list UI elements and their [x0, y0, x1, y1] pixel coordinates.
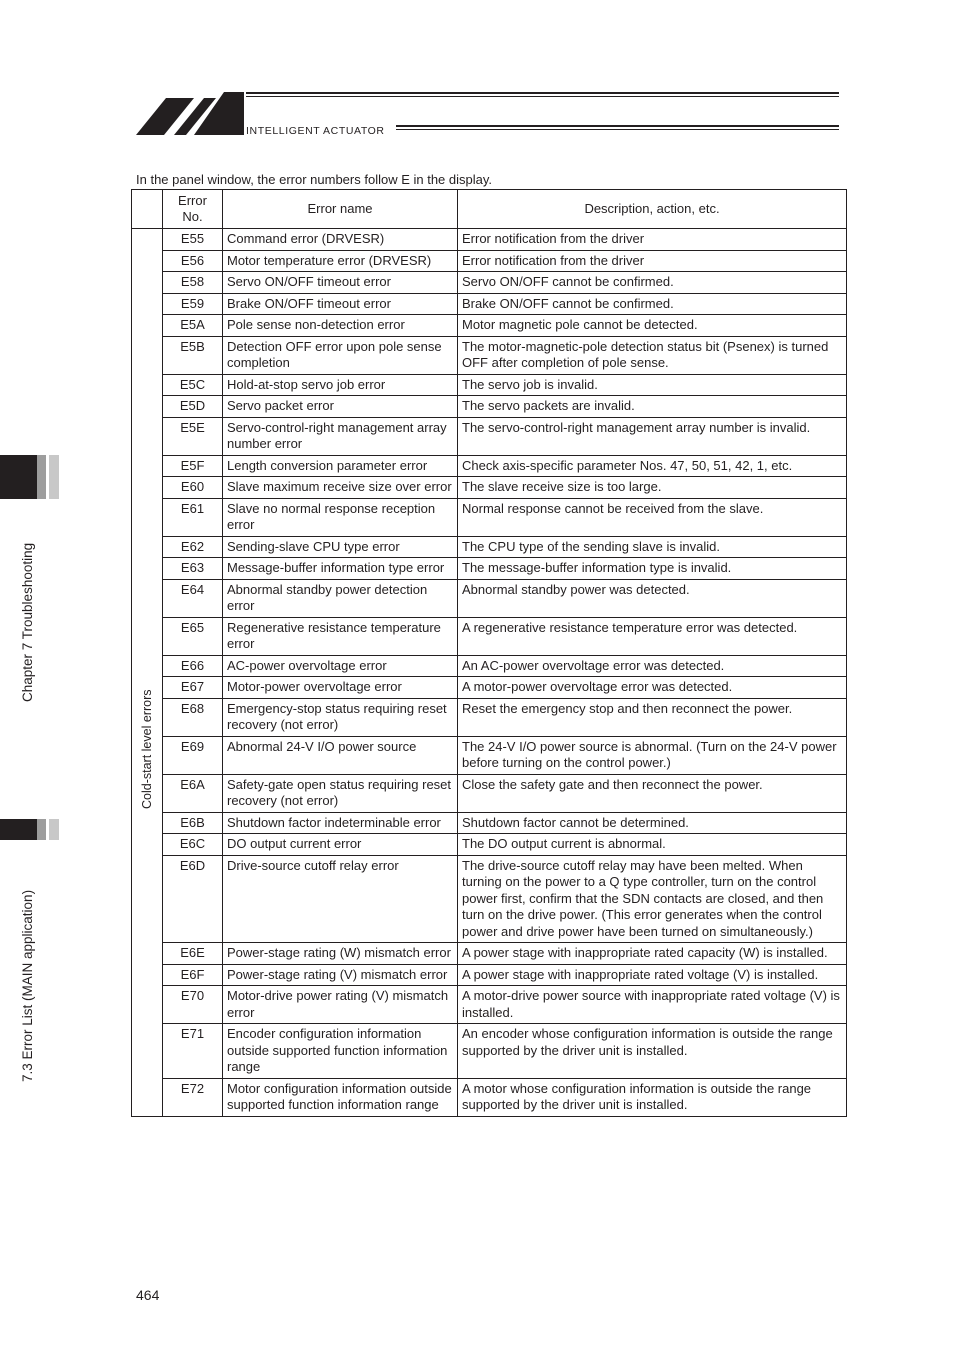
error-code: E72 [163, 1078, 223, 1116]
error-code: E5A [163, 315, 223, 337]
table-row [132, 1078, 847, 1116]
table-row [132, 834, 847, 856]
error-name: Motor-power overvoltage error [223, 677, 458, 699]
table-row [132, 455, 847, 477]
table-row [132, 943, 847, 965]
error-code: E64 [163, 579, 223, 617]
error-code: E5E [163, 417, 223, 455]
error-name: Motor temperature error (DRVESR) [223, 250, 458, 272]
error-description: An encoder whose configuration information is outside the range supported by the driver unit is installed. [458, 1024, 847, 1079]
error-code: E65 [163, 617, 223, 655]
error-name: Sending-slave CPU type error [223, 536, 458, 558]
error-code: E68 [163, 698, 223, 736]
section-tab-marker [0, 819, 37, 840]
table-row [132, 677, 847, 699]
error-description: A motor-drive power source with inappropriate rated voltage (V) is installed. [458, 986, 847, 1024]
error-code: E62 [163, 536, 223, 558]
table-row [132, 736, 847, 774]
header-rule-bottom-thin [396, 129, 839, 130]
error-description: Reset the emergency stop and then reconnect the power. [458, 698, 847, 736]
intro-text: In the panel window, the error numbers follow E in the display. [136, 172, 493, 187]
chapter-tab-grey-2 [49, 455, 59, 499]
table-row [132, 536, 847, 558]
error-code: E60 [163, 477, 223, 499]
error-description: The DO output current is abnormal. [458, 834, 847, 856]
table-row [132, 558, 847, 580]
error-description: A power stage with inappropriate rated capacity (W) is installed. [458, 943, 847, 965]
error-name: Safety-gate open status requiring reset recovery (not error) [223, 774, 458, 812]
error-name: Detection OFF error upon pole sense completion [223, 336, 458, 374]
section-tab-grey-1 [37, 819, 46, 840]
error-name: Hold-at-stop servo job error [223, 374, 458, 396]
error-description: Shutdown factor cannot be determined. [458, 812, 847, 834]
table-row [132, 964, 847, 986]
error-code: E6A [163, 774, 223, 812]
error-code: E56 [163, 250, 223, 272]
table-row [132, 272, 847, 294]
error-description: Check axis-specific parameter Nos. 47, 50, 51, 42, 1, etc. [458, 455, 847, 477]
error-name: DO output current error [223, 834, 458, 856]
error-code: E66 [163, 655, 223, 677]
error-name: Brake ON/OFF timeout error [223, 293, 458, 315]
table-row [132, 250, 847, 272]
table-row [132, 477, 847, 499]
error-description: The drive-source cutoff relay may have been melted. When turning on the power to a Q type controller, turn on the control power first, confirm that the SDN contacts are closed, and then turn on the drive power. (This error generates when the control power and drive power have been turned on simultaneously.) [458, 855, 847, 943]
error-description: A motor whose configuration information is outside the range supported by the driver unit is installed. [458, 1078, 847, 1116]
header-rule-top-thin [246, 96, 839, 97]
error-description: The slave receive size is too large. [458, 477, 847, 499]
error-code: E6F [163, 964, 223, 986]
error-code: E70 [163, 986, 223, 1024]
error-code: E5F [163, 455, 223, 477]
error-code: E71 [163, 1024, 223, 1079]
error-code: E5B [163, 336, 223, 374]
error-name: Command error (DRVESR) [223, 229, 458, 251]
error-code: E58 [163, 272, 223, 294]
error-description: The servo-control-right management array number is invalid. [458, 417, 847, 455]
header-description: Description, action, etc. [458, 190, 847, 229]
error-code: E67 [163, 677, 223, 699]
error-description: A power stage with inappropriate rated voltage (V) is installed. [458, 964, 847, 986]
error-name: Slave no normal response reception error [223, 498, 458, 536]
section-tab-grey-2 [49, 819, 59, 840]
table-row [132, 374, 847, 396]
table-row [132, 336, 847, 374]
chapter-tab-grey-1 [37, 455, 46, 499]
error-name: Abnormal 24-V I/O power source [223, 736, 458, 774]
error-name: Slave maximum receive size over error [223, 477, 458, 499]
header-rule-bottom [396, 125, 839, 127]
table-row [132, 498, 847, 536]
table-row [132, 1024, 847, 1079]
error-name: Pole sense non-detection error [223, 315, 458, 337]
error-code: E61 [163, 498, 223, 536]
error-description: Abnormal standby power was detected. [458, 579, 847, 617]
error-name: Motor-drive power rating (V) mismatch error [223, 986, 458, 1024]
group-cell [132, 229, 163, 1117]
error-description: The message-buffer information type is invalid. [458, 558, 847, 580]
table-row [132, 315, 847, 337]
error-code: E59 [163, 293, 223, 315]
error-name: Servo packet error [223, 396, 458, 418]
error-name: Regenerative resistance temperature error [223, 617, 458, 655]
error-name: Emergency-stop status requiring reset recovery (not error) [223, 698, 458, 736]
chapter-tab-label: Chapter 7 Troubleshooting [20, 542, 35, 702]
table-row [132, 774, 847, 812]
error-description: A motor-power overvoltage error was detected. [458, 677, 847, 699]
table-row [132, 698, 847, 736]
error-description: Servo ON/OFF cannot be confirmed. [458, 272, 847, 294]
page-number: 464 [136, 1287, 160, 1303]
table-row [132, 396, 847, 418]
error-code: E6E [163, 943, 223, 965]
error-code: E55 [163, 229, 223, 251]
error-code: E6D [163, 855, 223, 943]
header-rule-top [246, 92, 839, 94]
chapter-tab-marker [0, 455, 37, 499]
group-label: Cold-start level errors [140, 689, 154, 809]
error-name: Abnormal standby power detection error [223, 579, 458, 617]
error-description: The servo job is invalid. [458, 374, 847, 396]
table-row [132, 617, 847, 655]
table-row [132, 229, 847, 251]
table-row [132, 855, 847, 943]
error-name: Encoder configuration information outside supported function information range [223, 1024, 458, 1079]
error-description: The servo packets are invalid. [458, 396, 847, 418]
table-header-row [132, 190, 847, 229]
header-blank [132, 190, 163, 229]
error-description: Brake ON/OFF cannot be confirmed. [458, 293, 847, 315]
error-description: An AC-power overvoltage error was detected. [458, 655, 847, 677]
error-description: Error notification from the driver [458, 229, 847, 251]
error-description: Error notification from the driver [458, 250, 847, 272]
iai-logo [136, 90, 246, 136]
error-code: E63 [163, 558, 223, 580]
header-error-no: Error No. [163, 190, 223, 229]
error-code: E5D [163, 396, 223, 418]
table-row [132, 986, 847, 1024]
error-description: The motor-magnetic-pole detection status bit (Psenex) is turned OFF after completion of pole sense. [458, 336, 847, 374]
error-table [131, 189, 847, 1117]
error-name: Length conversion parameter error [223, 455, 458, 477]
error-name: Drive-source cutoff relay error [223, 855, 458, 943]
error-description: Motor magnetic pole cannot be detected. [458, 315, 847, 337]
error-code: E69 [163, 736, 223, 774]
error-name: Message-buffer information type error [223, 558, 458, 580]
header-error-name: Error name [223, 190, 458, 229]
error-name: Power-stage rating (W) mismatch error [223, 943, 458, 965]
error-name: Shutdown factor indeterminable error [223, 812, 458, 834]
table-row [132, 812, 847, 834]
error-name: Servo ON/OFF timeout error [223, 272, 458, 294]
error-description: Close the safety gate and then reconnect the power. [458, 774, 847, 812]
error-description: A regenerative resistance temperature error was detected. [458, 617, 847, 655]
table-row [132, 655, 847, 677]
error-name: Power-stage rating (V) mismatch error [223, 964, 458, 986]
error-name: Motor configuration information outside supported function information range [223, 1078, 458, 1116]
error-name: Servo-control-right management array number error [223, 417, 458, 455]
error-description: Normal response cannot be received from the slave. [458, 498, 847, 536]
error-description: The 24-V I/O power source is abnormal. (Turn on the 24-V power before turning on the control power.) [458, 736, 847, 774]
table-row [132, 579, 847, 617]
table-row [132, 293, 847, 315]
table-row [132, 417, 847, 455]
error-code: E5C [163, 374, 223, 396]
error-code: E6B [163, 812, 223, 834]
error-name: AC-power overvoltage error [223, 655, 458, 677]
error-description: The CPU type of the sending slave is invalid. [458, 536, 847, 558]
table-body [132, 229, 847, 1117]
section-tab-label: 7.3 Error List (MAIN application) [20, 889, 35, 1082]
brand-name: INTELLIGENT ACTUATOR [246, 125, 385, 137]
error-code: E6C [163, 834, 223, 856]
